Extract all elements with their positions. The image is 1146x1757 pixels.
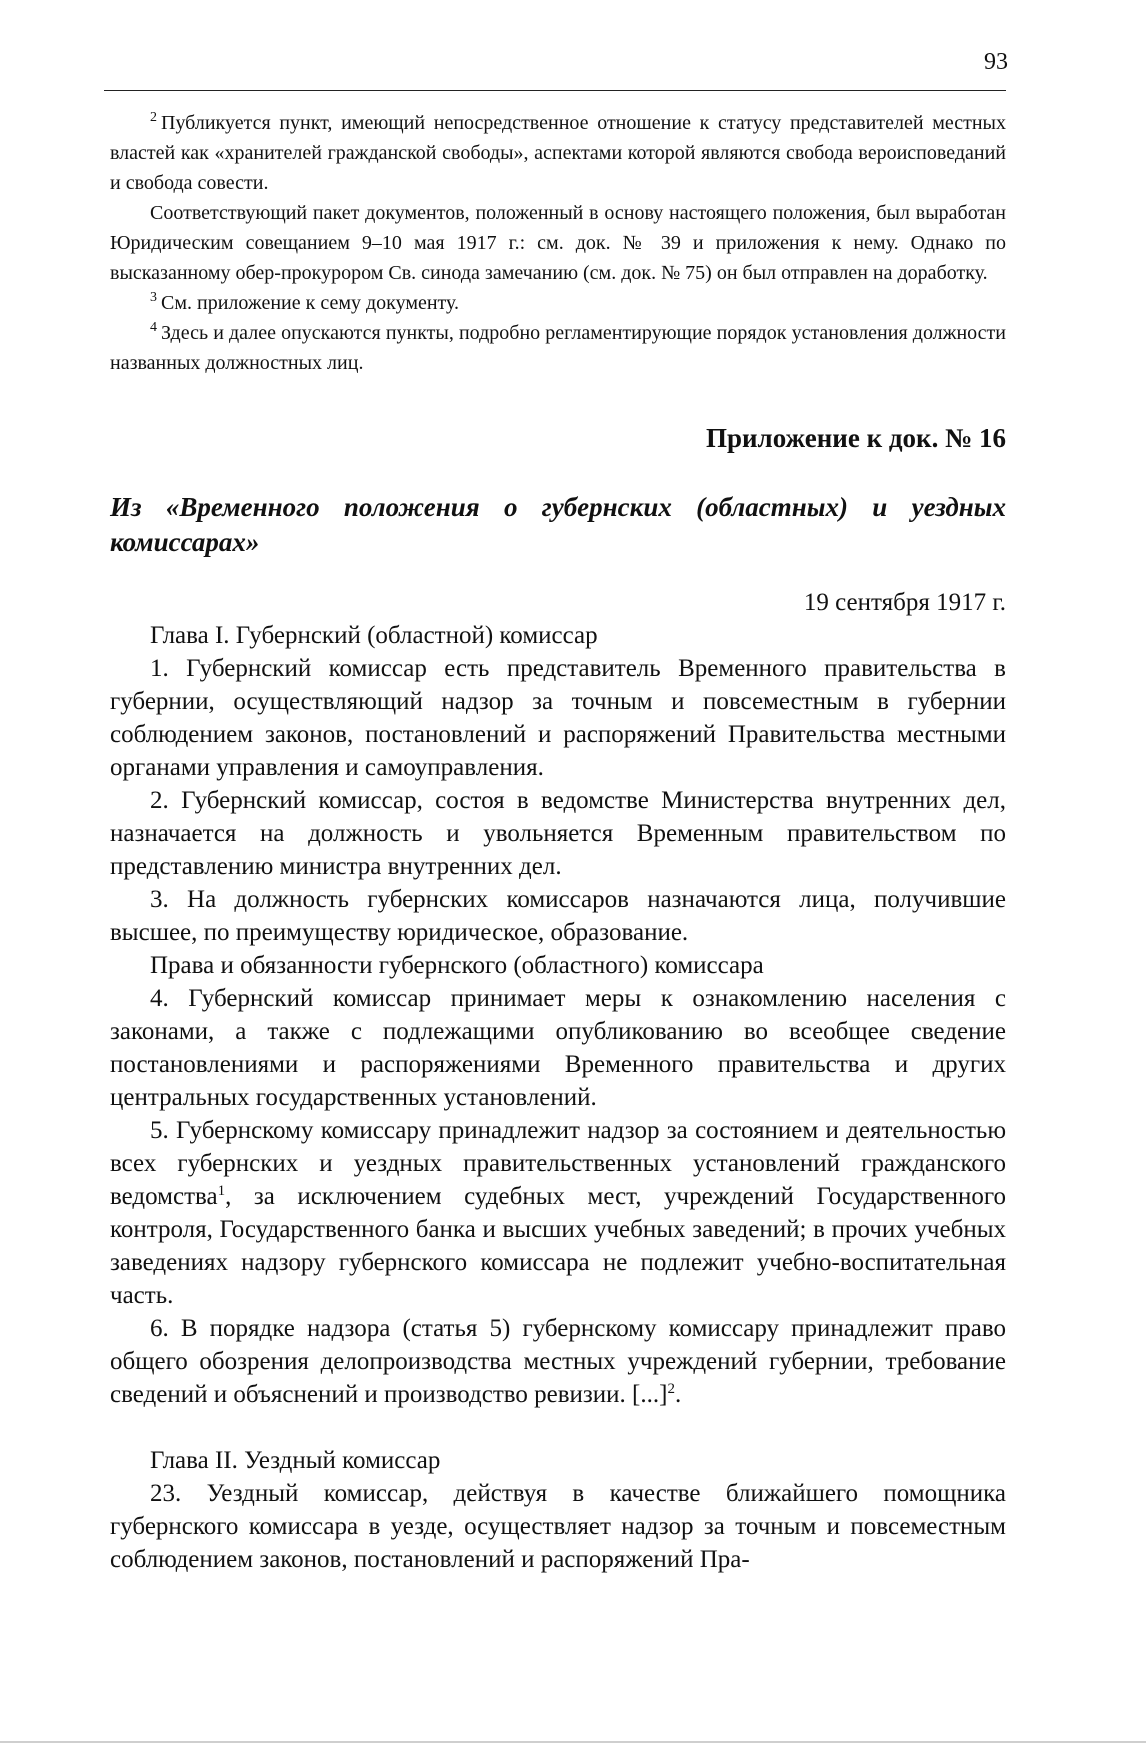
scan-edge (0, 1741, 1146, 1743)
page-content (110, 108, 1006, 1576)
appendix-title: Приложение к док. № 16 (705, 423, 1006, 453)
footnote-marker: 4 (150, 320, 157, 335)
chapter-2-heading: Глава II. Уездный комиссар (150, 1447, 441, 1474)
page-number: 93 (984, 49, 1008, 75)
chapter-1-heading: Глава I. Губернский (областной) комиссар (150, 622, 598, 649)
footnote-2 (110, 108, 1006, 198)
footnote-marker: 2 (150, 110, 157, 125)
footnote-4 (110, 318, 1006, 378)
footnotes (110, 108, 1006, 378)
footnote-ref-1: 1 (217, 1183, 226, 1199)
footnote-text: См. приложение к сему документу. (161, 292, 460, 314)
paragraph-5-text: 5. Губернскому комиссару принадлежит надзор за состоянием и деятельностью всех губернских и уездных правительственных установлений гражданского ведомства (110, 1117, 1006, 1210)
document-title: Из «Временного положения о губернских (областных) и уездных комиссарах» (110, 492, 1006, 557)
paragraph-6-text: 6. В порядке надзора (статья 5) губернскому комиссару принадлежит право общего обозрения делопроизводства местных учреждений губернии, требование сведений и объяснений и производство ревизии. [...] (110, 1315, 1006, 1408)
footnote-text: Публикуется пункт, имеющий непосредственное отношение к статусу представителей местных властей как «хранителей гражданской свободы», аспектами которой являются свобода вероисповеданий и свобода совести. (110, 112, 1006, 194)
paragraph-3: 3. На должность губернских комиссаров назначаются лица, получившие высшее, по преимуществу юридическое, образование. (110, 886, 1006, 946)
paragraph-5-text-cont: , за исключением судебных мест, учреждений Государственного контроля, Государственного банка и высших учебных заведений; в прочих учебных заведениях надзору губернского комиссара не подлежит учебно-воспитательная часть. (110, 1183, 1006, 1309)
footnote-text: Здесь и далее опускаются пункты, подробно регламентирующие порядок установления должности названных должностных лиц. (110, 322, 1006, 374)
document-date: 19 сентября 1917 г. (803, 589, 1006, 616)
footnote-ref-2: 2 (667, 1381, 675, 1397)
paragraph-23: 23. Уездный комиссар, действуя в качестве ближайшего помощника губернского комиссара в уезде, осуществляет надзор за точным и повсеместным соблюдением законов, постановлений и распоряжений Пра- (110, 1480, 1006, 1573)
footnote-text: Соответствующий пакет документов, положенный в основу настоящего положения, был выработан Юридическим совещанием 9–10 мая 1917 г.: см. док. № 39 и приложения к нему. Однако по высказанному обер-прокурором Св. синода замечанию (см. док. № 75) он был отправлен на доработку. (110, 202, 1006, 284)
document-body (110, 619, 1006, 1576)
paragraph-2: 2. Губернский комиссар, состоя в ведомстве Министерства внутренних дел, назначается на должность и увольняется Временным правительством по представлению министра внутренних дел. (110, 787, 1006, 880)
footnote-marker: 3 (150, 290, 157, 305)
rights-section-heading: Права и обязанности губернского (областного) комиссара (150, 952, 764, 979)
paragraph-1: 1. Губернский комиссар есть представитель Временного правительства в губернии, осуществляющий надзор за точным и повсеместным в губернии соблюдением законов, постановлений и распоряжений Правительства местными органами управления и самоуправления. (110, 655, 1006, 781)
header-rule (104, 90, 1006, 91)
paragraph-4: 4. Губернский комиссар принимает меры к ознакомлению населения с законами, а также с подлежащими опубликованию во всеобщее сведение постановлениями и распоряжениями Временного правительства и других центральных государственных установлений. (110, 985, 1006, 1111)
paragraph-6 (110, 1312, 1006, 1411)
footnote-3 (110, 288, 1006, 318)
footnote-2-continuation (110, 198, 1006, 288)
paragraph-6-end: . (674, 1381, 682, 1408)
spacer (110, 1411, 1006, 1444)
paragraph-5 (110, 1114, 1006, 1312)
